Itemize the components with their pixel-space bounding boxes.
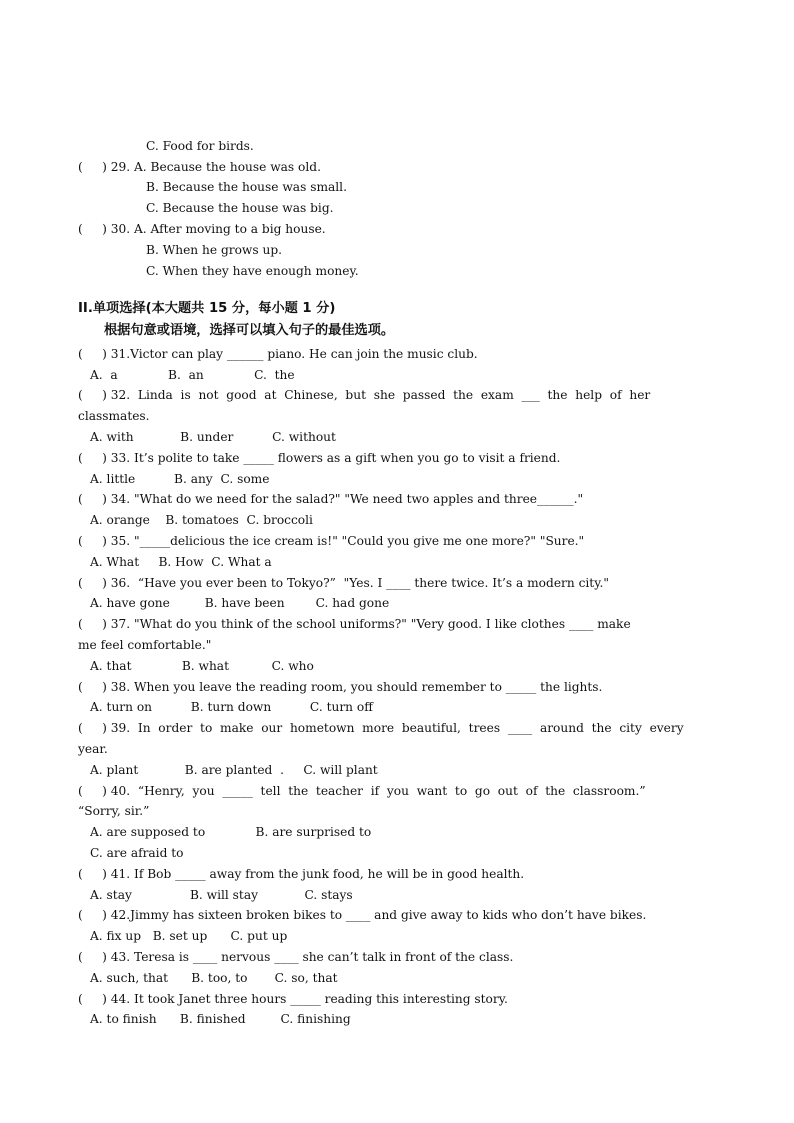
q38-line: ( ) 38. When you leave the reading room, you should remember to _____ the lights.	[78, 680, 603, 694]
q30-line: ( ) 30. A. After moving to a big house.	[78, 222, 326, 236]
q40-line-continued: “Sorry, sir.”	[78, 804, 150, 818]
q30-option-c: C. When they have enough money.	[146, 264, 359, 278]
q29-line: ( ) 29. A. Because the house was old.	[78, 160, 321, 174]
q32-line: ( ) 32. Linda is not good at Chinese, but she passed the exam ___ the help of her	[78, 388, 651, 402]
q38-options: A. turn on B. turn down C. turn off	[90, 700, 373, 714]
q34-line: ( ) 34. "What do we need for the salad?" "We need two apples and three______."	[78, 492, 584, 506]
q31-line: ( ) 31.Victor can play ______ piano. He can join the music club.	[78, 347, 478, 361]
q32-options: A. with B. under C. without	[90, 430, 336, 444]
q39-options: A. plant B. are planted . C. will plant	[90, 763, 378, 777]
q33-line: ( ) 33. It’s polite to take _____ flowers as a gift when you go to visit a friend.	[78, 451, 561, 465]
q43-options: A. such, that B. too, to C. so, that	[90, 971, 338, 985]
q36-options: A. have gone B. have been C. had gone	[90, 596, 390, 610]
q37-line: ( ) 37. "What do you think of the school uniforms?" "Very good. I like clothes ____ make	[78, 617, 631, 631]
q37-options: A. that B. what C. who	[90, 659, 314, 673]
q35-options: A. What B. How C. What a	[90, 555, 272, 569]
q36-line: ( ) 36. “Have you ever been to Tokyo?” "Yes. I ____ there twice. It’s a modern city."	[78, 576, 609, 590]
q44-line: ( ) 44. It took Janet three hours _____ reading this interesting story.	[78, 992, 508, 1006]
q35-line: ( ) 35. "_____delicious the ice cream is!" "Could you give me one more?" "Sure."	[78, 534, 585, 548]
q40-line: ( ) 40. “Henry, you _____ tell the teacher if you want to go out of the classroom.”	[78, 784, 646, 798]
section-instructions: 根据句意或语境，选择可以填入句子的最佳选项。	[104, 323, 395, 338]
q42-line: ( ) 42.Jimmy has sixteen broken bikes to ____ and give away to kids who don’t have bikes.	[78, 908, 647, 922]
q33-options: A. little B. any C. some	[90, 472, 270, 486]
q32-line-continued: classmates.	[78, 409, 150, 423]
q43-line: ( ) 43. Teresa is ____ nervous ____ she can’t talk in front of the class.	[78, 950, 514, 964]
q29-option-c: C. Because the house was big.	[146, 201, 334, 215]
q40-options-row2: C. are afraid to	[90, 846, 184, 860]
q37-line-continued: me feel comfortable."	[78, 638, 212, 652]
q29-option-b: B. Because the house was small.	[146, 180, 347, 194]
q39-line: ( ) 39. In order to make our hometown more beautiful, trees ____ around the city every	[78, 721, 684, 735]
q40-options-row1: A. are supposed to B. are surprised to	[90, 825, 372, 839]
q41-line: ( ) 41. If Bob _____ away from the junk food, he will be in good health.	[78, 867, 525, 881]
q30-option-b: B. When he grows up.	[146, 243, 283, 257]
q42-options: A. fix up B. set up C. put up	[90, 929, 288, 943]
q39-line-continued: year.	[78, 742, 108, 756]
q31-options: A. a B. an C. the	[90, 368, 295, 382]
q28-option-c: C. Food for birds.	[146, 139, 254, 153]
q41-options: A. stay B. will stay C. stays	[90, 888, 353, 902]
q34-options: A. orange B. tomatoes C. broccoli	[90, 513, 313, 527]
q44-options: A. to finish B. finished C. finishing	[90, 1012, 351, 1026]
section-heading: II.单项选择(本大题共 15 分，每小题 1 分)	[78, 301, 336, 316]
